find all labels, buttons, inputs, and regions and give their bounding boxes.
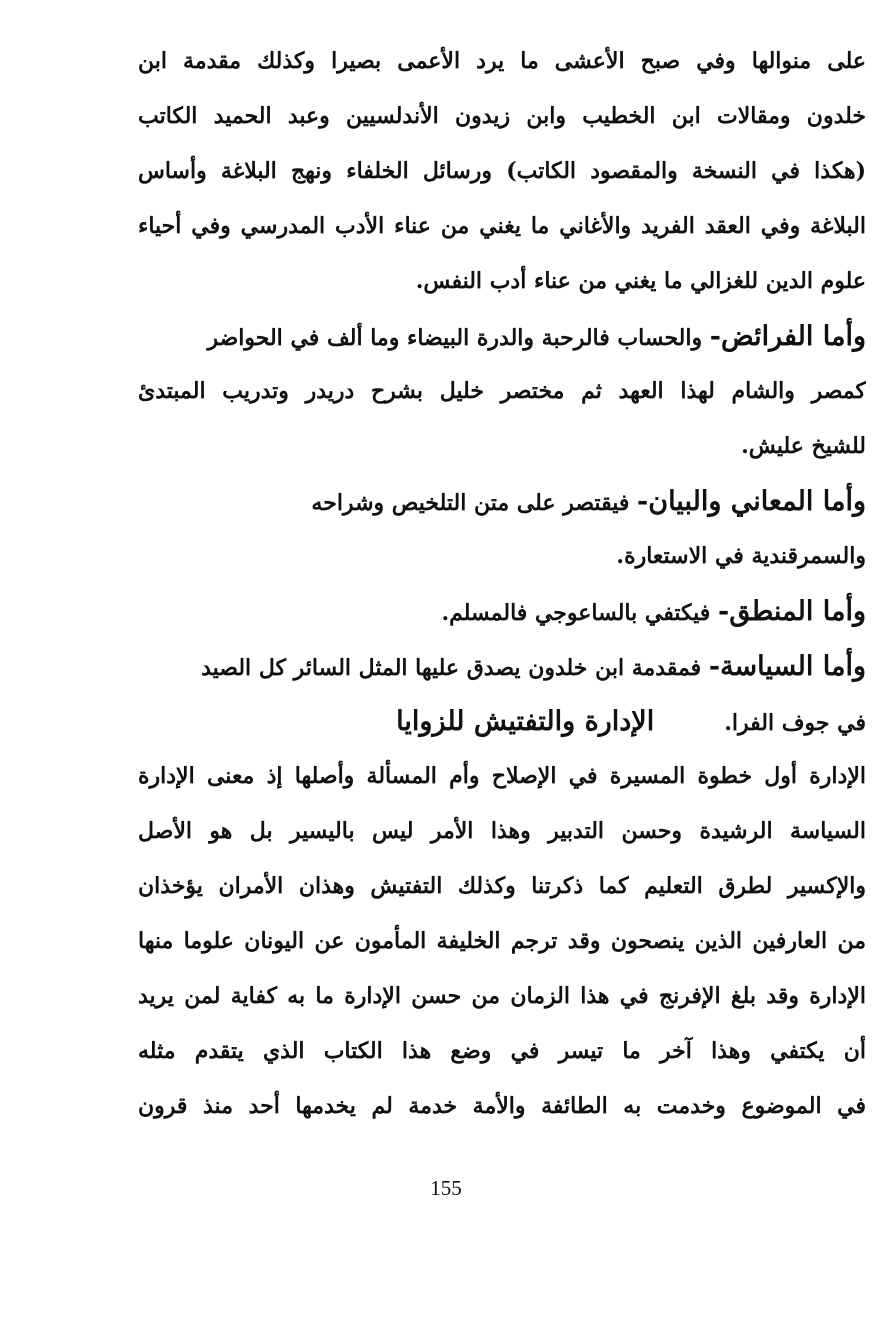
text-line: في الموضوع وخدمت به الطائفة والأمة خدمة لم يخدمها أحد منذ قرون bbox=[138, 1093, 866, 1119]
mantiq-lead: وأما المنطق- bbox=[718, 596, 866, 627]
mantiq-text: فيكتفي بالساعوجي فالمسلم. bbox=[441, 600, 711, 626]
text-line: والسمرقندية في الاستعارة. bbox=[616, 543, 866, 569]
faraid-text: والحساب فالرحبة والدرة البيضاء وما ألف في الحواضر bbox=[207, 325, 703, 351]
text-line: الإدارة أول خطوة المسيرة في الإصلاح وأم المسألة وأصلها إذ معنى الإدارة bbox=[138, 763, 866, 789]
text-line: علوم الدين للغزالي ما يغني من عناء أدب النفس. bbox=[415, 268, 866, 294]
section-heading: الإدارة والتفتيش للزوايا bbox=[396, 706, 655, 737]
text-line: خلدون ومقالات ابن الخطيب وابن زيدون الأندلسيين وعبد الحميد الكاتب bbox=[138, 103, 866, 129]
text-line: (هكذا في النسخة والمقصود الكاتب) ورسائل الخلفاء ونهج البلاغة وأساس bbox=[138, 158, 866, 184]
siyasa-paragraph-start bbox=[138, 639, 866, 694]
text-line: الإدارة وقد بلغ الإفرنج في هذا الزمان من حسن الإدارة ما به كفاية لمن يريد bbox=[138, 983, 866, 1009]
maani-paragraph-start bbox=[138, 474, 866, 529]
faraid-paragraph-start bbox=[138, 309, 866, 364]
text-line: أن يكتفي وهذا آخر ما تيسر في وضع هذا الكتاب الذي يتقدم مثله bbox=[138, 1038, 866, 1064]
siyasa-tail: في جوف الفرا. bbox=[724, 710, 866, 736]
maani-text: فيقتصر على متن التلخيص وشراحه bbox=[311, 490, 630, 516]
page-number: 155 bbox=[430, 1176, 462, 1200]
text-line: والإكسير لطرق التعليم كما ذكرتنا وكذلك التفتيش وهذان الأمران يؤخذان bbox=[138, 873, 866, 899]
heading-line bbox=[138, 694, 866, 749]
text-line: على منوالها وفي صبح الأعشى ما يرد الأعمى بصيرا وكذلك مقدمة ابن bbox=[138, 48, 866, 74]
body-text bbox=[138, 34, 866, 1134]
text-line: كمصر والشام لهذا العهد ثم مختصر خليل بشرح دريدر وتدريب المبتدئ bbox=[138, 378, 866, 404]
siyasa-text: فمقدمة ابن خلدون يصدق عليها المثل السائر كل الصيد bbox=[201, 655, 702, 681]
faraid-lead: وأما الفرائض- bbox=[709, 321, 866, 352]
mantiq-paragraph bbox=[138, 584, 866, 639]
siyasa-lead: وأما السياسة- bbox=[708, 651, 866, 682]
text-line: السياسة الرشيدة وحسن التدبير وهذا الأمر ليس باليسير بل هو الأصل bbox=[138, 818, 866, 844]
maani-lead: وأما المعاني والبيان- bbox=[637, 486, 866, 517]
text-line: البلاغة وفي العقد الفريد والأغاني ما يغني من عناء الأدب المدرسي وفي أحياء bbox=[138, 213, 866, 239]
text-line: من العارفين الذين ينصحون وقد ترجم الخليفة المأمون عن اليونان علوما منها bbox=[138, 928, 866, 954]
text-line: للشيخ عليش. bbox=[741, 433, 866, 459]
